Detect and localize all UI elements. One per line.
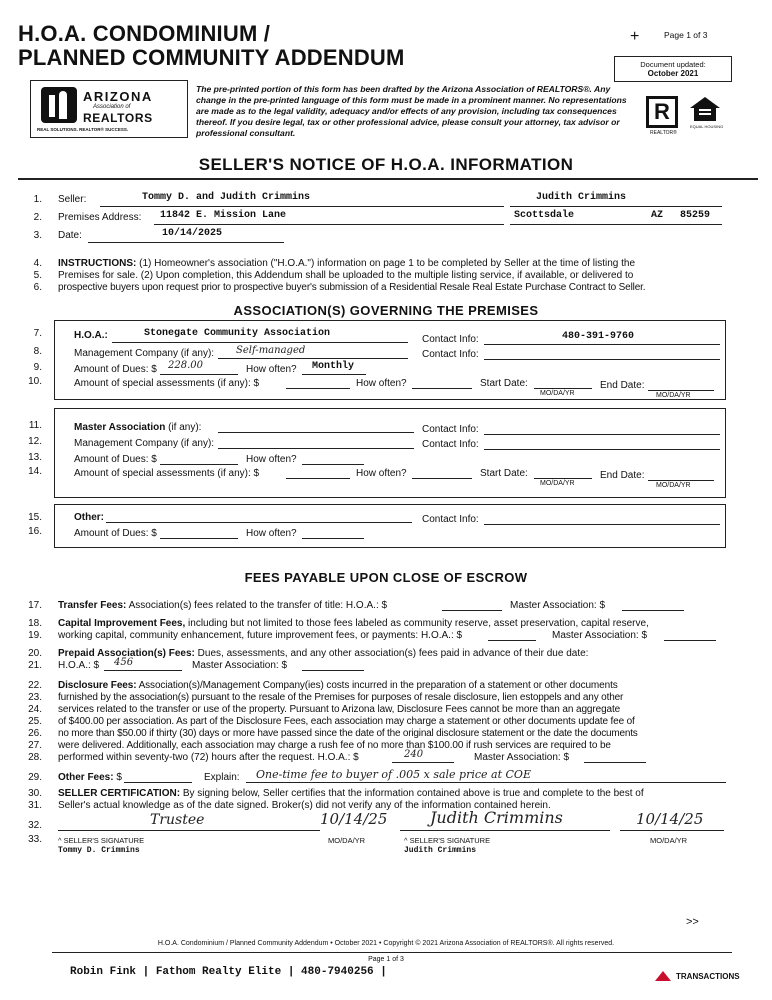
next-page-arrows: >> bbox=[686, 916, 699, 928]
hoa-contact-field[interactable]: 480-391-9760 bbox=[562, 331, 635, 342]
city-field[interactable]: Scottsdale bbox=[514, 210, 575, 221]
other-fees-explain-field[interactable]: One-time fee to buyer of .005 x sale price at COE bbox=[256, 768, 531, 781]
footer-copyright: H.O.A. Condominium / Planned Community Addendum • October 2021 • Copyright © 2021 Arizona Association of REALTORS®. All rights reserved. bbox=[157, 940, 615, 947]
equal-housing-icon bbox=[688, 96, 722, 122]
hoa-label: H.O.A.: bbox=[74, 330, 108, 341]
other-how-often-label: How often? bbox=[246, 528, 297, 539]
other-dues-label: Amount of Dues: $ bbox=[74, 528, 157, 539]
instructions-line6: prospective buyers upon request prior to prospective buyer's submission of a Residential Resale Real Estate Purchase Contract to Seller. bbox=[58, 282, 646, 293]
doc-updated-label: Document updated: bbox=[640, 60, 706, 69]
fees-line17: Transfer Fees: Association(s) fees related to the transfer of title: H.O.A.: $ bbox=[58, 600, 388, 611]
fees-title: FEES PAYABLE UPON CLOSE OF ESCROW bbox=[244, 570, 528, 585]
master-how-often-label: How often? bbox=[246, 454, 297, 465]
certification-line31: Seller's actual knowledge as of the date signed. Broker(s) did not verify any of the information contained herein. bbox=[58, 800, 551, 811]
fees-line29: Other Fees: $ bbox=[58, 772, 122, 783]
other-box bbox=[54, 504, 726, 548]
hoa-special-how-often: How often? bbox=[356, 378, 407, 389]
transactions-logo-text: TRANSACTIONS bbox=[676, 972, 740, 981]
seller1-printed-name: Tommy D. Crimmins bbox=[58, 846, 140, 855]
date-label: Date: bbox=[58, 230, 82, 241]
master-label: Master Association (if any): bbox=[74, 422, 202, 433]
realtor-r-icon: R bbox=[646, 96, 678, 128]
hoa-dues-field[interactable]: 228.00 bbox=[168, 360, 203, 371]
master-mgmt-label: Management Company (if any): bbox=[74, 438, 215, 449]
aar-logo-box bbox=[30, 80, 188, 138]
aar-logo-icon bbox=[41, 87, 77, 123]
disclosure-hoa-field[interactable]: 240 bbox=[404, 749, 424, 760]
instructions-line5: Premises for sale. (2) Upon completion, this Addendum shall be uploaded to the multiple listing service, if available, or delivered to bbox=[58, 270, 634, 281]
master-special-how-often: How often? bbox=[356, 468, 407, 479]
hoa-mgmt-contact-label: Contact Info: bbox=[422, 349, 479, 360]
zip-field[interactable]: 85259 bbox=[680, 210, 711, 221]
other-label: Other: bbox=[74, 512, 104, 523]
aar-logo-arizona: ARIZONA bbox=[83, 89, 153, 104]
hoa-mgmt-field[interactable]: Self-managed bbox=[236, 345, 306, 356]
hoa-special-label: Amount of special assessments (if any): $ bbox=[74, 378, 260, 389]
instructions-line4: INSTRUCTIONS: (1) Homeowner's association ("H.O.A.") information on page 1 to be completed by Seller at the time of listing the bbox=[58, 258, 636, 269]
fees-line20: Prepaid Association(s) Fees: Dues, assessments, and any other association(s) fees paid in advance of their due date: bbox=[58, 648, 589, 659]
master-contact-label: Contact Info: bbox=[422, 424, 479, 435]
master-dues-label: Amount of Dues: $ bbox=[74, 454, 157, 465]
seller1-sig-label: ^ SELLER'S SIGNATURE bbox=[58, 836, 145, 845]
seller2-date[interactable]: 10/14/25 bbox=[636, 810, 704, 828]
doc-updated-date: October 2021 bbox=[647, 69, 699, 78]
master-special-label: Amount of special assessments (if any): $ bbox=[74, 468, 260, 479]
footer-page-number: Page 1 of 3 bbox=[368, 956, 404, 963]
master-mgmt-contact-label: Contact Info: bbox=[422, 439, 479, 450]
prepaid-hoa-field[interactable]: 456 bbox=[114, 657, 134, 668]
master-end-label: End Date: bbox=[600, 470, 645, 481]
notice-title: SELLER'S NOTICE OF H.O.A. INFORMATION bbox=[198, 155, 574, 174]
transactions-logo-icon bbox=[654, 970, 672, 982]
master-start-label: Start Date: bbox=[480, 468, 528, 479]
other-contact-label: Contact Info: bbox=[422, 514, 479, 525]
seller2-sig-label: ^ SELLER'S SIGNATURE bbox=[404, 836, 491, 845]
form-title-line1: H.O.A. CONDOMINIUM / bbox=[18, 21, 271, 46]
agent-info-line: Robin Fink | Fathom Realty Elite | 480-7940256 | bbox=[70, 966, 387, 978]
hoa-mgmt-label: Management Company (if any): bbox=[74, 348, 215, 359]
fees-line19: working capital, community enhancement, future improvement fees, or payments: H.O.A.: $ bbox=[58, 630, 463, 641]
form-title-line2: PLANNED COMMUNITY ADDENDUM bbox=[18, 45, 405, 70]
seller-name-field[interactable]: Tommy D. and Judith Crimmins bbox=[142, 192, 311, 203]
addendum-page: H.O.A. CONDOMINIUM / PLANNED COMMUNITY ADDENDUM + Page 1 of 3 Document updated: October 2021 ARIZONA Association of REALTORS REAL SOLUTIONS. REALTOR® SUCCESS. The pre-printed portion of this form has been drafted by the Arizona Association of REALTORS®. Any change in the pre-printed language of this form must be made in a prominent manner. No representations are made as to the legal validity, adequacy and/or effects of any provision, including tax consequences thereof. If you desire legal, tax or other professional advice, please consult your attorney, tax advisor or professional consultant. R REALTOR® EQUAL HOUSING SELLER'S NOTICE OF H.O.A. INFORMATION 1. Seller: Tommy D. and Judith Crimmins Judith Crimmins 2. Premises Address: 11842 E. Mission Lane Scottsdale AZ 85259 3. Date: 10/14/2025 4. 5. 6. INSTRUCTIONS: (1) Homeowner's association ("H.O.A.") information on page 1 to be completed by Seller at the time of listing the Premises for sale. (2) Upon completion, this Addendum shall be uploaded to the multiple listing service, if available, or delivered to prospective buyers upon request prior to prospective buyer's submission of a Residential Resale Real Estate Purchase Contract to Seller. ASSOCIATION(S) GOVERNING THE PREMISES 7. 8. 9. 10. H.O.A.: Stonegate Community Association Contact Info: 480-391-9760 Management Company (if any): Self-managed Contact Info: Amount of Dues: $ 228.00 How often? Monthly Amount of special assessments (if any): $ How often? Start Date: MO/DA/YR End Date: MO/DA/YR 11. 12. 13. 14. Master Association (if any): Contact Info: Management Company (if any): Contact Info: Amount of Dues: $ How often? Amount of special assessments (if any): $ How often? Start Date: MO/DA/YR End Date: MO/DA/YR 15. 16. Other: Contact Info: Amount of Dues: $ How often? FEES PAYABLE UPON CLOSE OF ESCROW 17. Transfer Fees: Association(s) fees related to the transfer of title: H.O.A.: $ Master Association: $ 18. Capital Improvement Fees, including but not limited to those fees labeled as community reserve, asset preservation, capital reserve, 19. working capital, community enhancement, future improvement fees, or payments: H.O.A.: $ Master Association: $ 20. Prepaid Association(s) Fees: Dues, assessments, and any other association(s) fees paid in advance of their due date: 21. H.O.A.: $ 456 Master Association: $ 22. 23. 24. 25. 26. 27. 28. Disclosure Fees: Association(s)/Management Company(ies) costs incurred in the preparation of a statement or other documents furnished by the association(s) pursuant to the resale of the Premises for purposes of resale disclosure, lien estoppels and any other services related to the transfer or use of the property. Pursuant to Arizona law, Disclosure Fees cannot be more than an aggregate of $400.00 per association. As part of the Disclosure Fees, each association may charge a statement or other documents update fee of no more than $50.00 if thirty (30) days or more have passed since the date of the original disclosure statement or the date the documents were delivered. Additionally, each association may charge a rush fee of no more than $100.00 if rush services are required to be performed within seventy-two (72) hours after the request. H.O.A.: $ 240 Master Association: $ 29. Other Fees: $ Explain: One-time fee to buyer of .005 x sale price at COE 30. SELLER CERTIFICATION: By signing below, Seller certifies that the information contained above is true and complete to the best of 31. Seller's actual knowledge as of the date signed. Broker(s) did not verify any of the information contained herein. 32. 33. Trustee 10/14/25 Judith Crimmins 10/14/25 ^ SELLER'S SIGNATURE Tommy D. Crimmins MO/DA/YR ^ SELLER'S SIGNATURE Judith Crimmins MO/DA/YR >> H.O.A. Condominium / Planned Community Addendum • October 2021 • Copyright © 2021 Arizona Association of REALTORS®. All rights reserved. Page 1 of 3 Robin Fink | Fathom Realty Elite | 480-7940256 | TRANSACTIONS bbox=[0, 0, 772, 1000]
fees-line18: Capital Improvement Fees, including but not limited to those fees labeled as community reserve, asset preservation, capital reserve, bbox=[58, 618, 649, 629]
associations-title: ASSOCIATION(S) GOVERNING THE PREMISES bbox=[233, 303, 539, 318]
hoa-start-label: Start Date: bbox=[480, 378, 528, 389]
page-number-top: Page 1 of 3 bbox=[664, 30, 708, 40]
seller2-printed-name: Judith Crimmins bbox=[404, 846, 477, 855]
hoa-how-often-field[interactable]: Monthly bbox=[312, 361, 355, 372]
address-field[interactable]: 11842 E. Mission Lane bbox=[160, 210, 287, 221]
hoa-end-label: End Date: bbox=[600, 380, 645, 391]
certification-line30: SELLER CERTIFICATION: By signing below, Seller certifies that the information contained above is true and complete to the best of bbox=[58, 788, 644, 799]
seller1-date[interactable]: 10/14/25 bbox=[320, 810, 388, 828]
crosshair-mark: + bbox=[630, 28, 640, 45]
seller-name-field-2[interactable]: Judith Crimmins bbox=[536, 192, 627, 203]
fees-line21: H.O.A.: $ bbox=[58, 660, 100, 671]
hoa-how-often-label: How often? bbox=[246, 364, 297, 375]
disclaimer-text: The pre-printed portion of this form has been drafted by the Arizona Association of REALTORS®. Any change in the pre-printed language of this form must be made in a prominent manner. No representations are made as to the legal validity, adequacy and/or effects of any provision, including tax consequences thereof. If you desire legal, tax or other professional advice, please consult your attorney, tax advisor or professional consultant. bbox=[196, 84, 627, 138]
seller-label: Seller: bbox=[58, 194, 87, 205]
aar-logo-association: Association of bbox=[93, 104, 131, 110]
hoa-dues-label: Amount of Dues: $ bbox=[74, 364, 157, 375]
aar-logo-tagline: REAL SOLUTIONS. REALTOR® SUCCESS. bbox=[37, 127, 129, 132]
doc-updated-box bbox=[614, 56, 732, 82]
seller1-signature[interactable]: Trustee bbox=[150, 812, 205, 828]
aar-logo-realtors: REALTORS bbox=[83, 111, 153, 125]
fees-line22: Disclosure Fees: Association(s)/Management Company(ies) costs incurred in the preparation of a statement or other documents bbox=[58, 680, 618, 691]
seller2-signature[interactable]: Judith Crimmins bbox=[430, 808, 563, 827]
hoa-name-field[interactable]: Stonegate Community Association bbox=[144, 328, 331, 339]
date-field[interactable]: 10/14/2025 bbox=[162, 228, 223, 239]
hoa-contact-label: Contact Info: bbox=[422, 334, 479, 345]
address-label: Premises Address: bbox=[58, 212, 142, 223]
state-field[interactable]: AZ bbox=[651, 210, 664, 221]
